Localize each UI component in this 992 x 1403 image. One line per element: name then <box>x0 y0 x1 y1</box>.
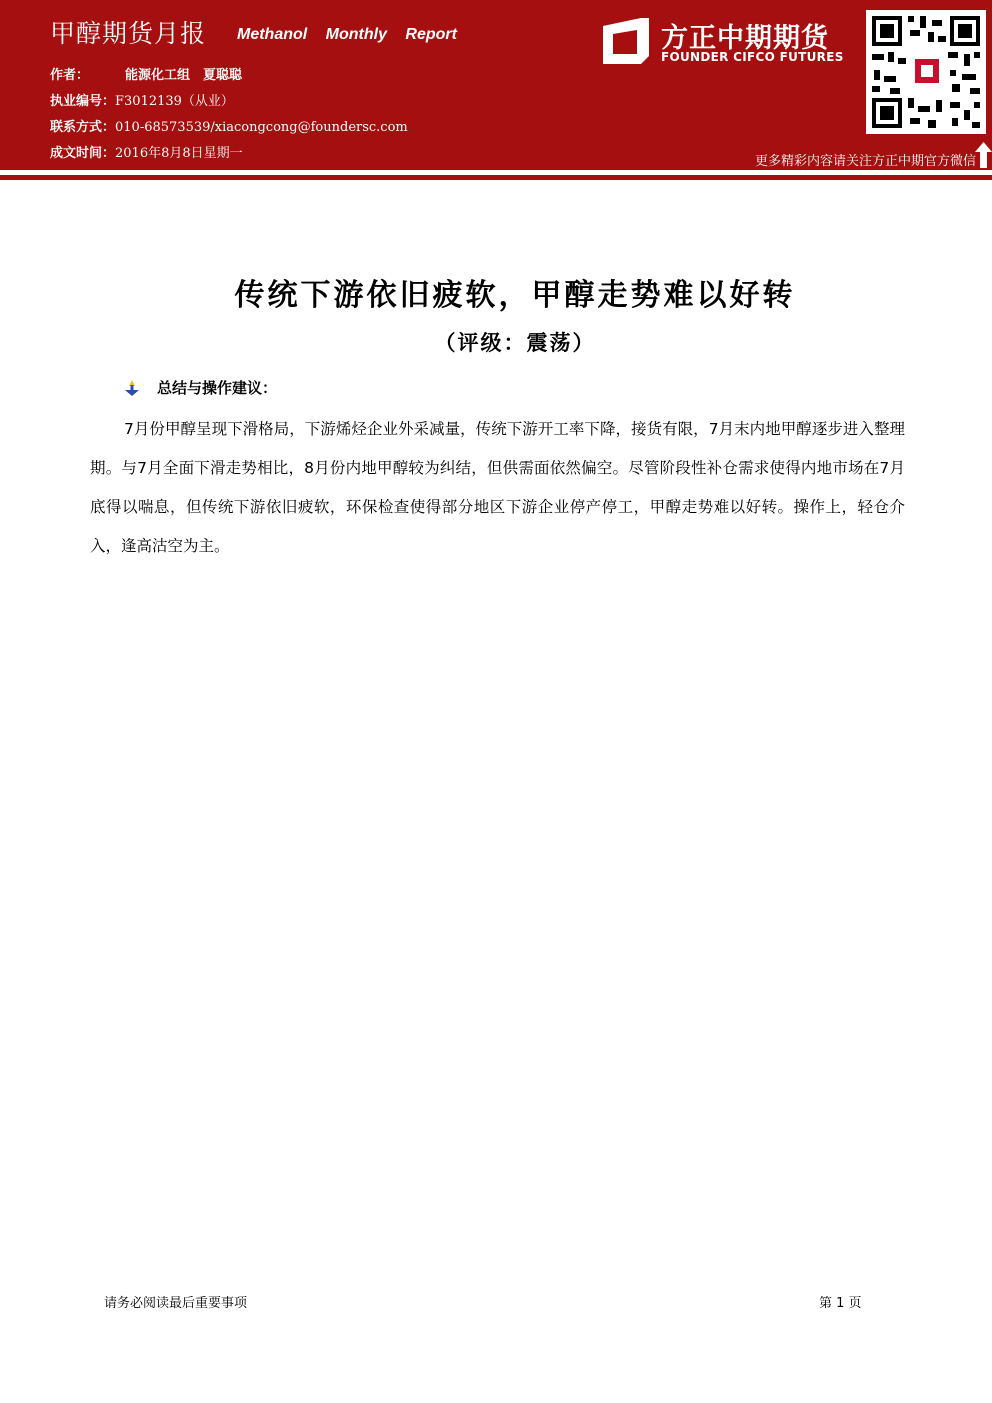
document-title: 传统下游依旧疲软，甲醇走势难以好转 <box>234 278 796 313</box>
license-value: F3012139（从业） <box>115 94 234 109</box>
bullet-arrow-icon <box>125 380 139 396</box>
date-label: 成文时间： <box>50 146 116 161</box>
logo-text-cn: 方正中期期货 <box>661 23 829 54</box>
header-divider <box>0 175 992 180</box>
logo-text-en: FOUNDER CIFCO FUTURES <box>661 50 844 64</box>
summary-paragraph: 7月份甲醇呈现下滑格局，下游烯烃企业外采减量，传统下游开工率下降，接货有限，7月末内地甲醇逐步进入整理期。与7月全面下滑走势相比，8月份内地甲醇较为纠结，但供需面依然偏空。尽管阶段性补仓需求使得内地市场在7月底得以喘息，但传统下游依旧疲软，环保检查使得部分地区下游企业停产停工，甲醇走势难以好转。操作上，轻仓介入，逢高沽空为主。 <box>90 420 905 555</box>
company-logo <box>603 16 861 70</box>
report-title-en: Methanol Monthly Report <box>237 26 457 43</box>
date-line <box>50 142 243 161</box>
up-arrow-icon <box>975 142 992 168</box>
contact-label: 联系方式： <box>50 120 116 135</box>
contact-value[interactable]: 010-68573539/xiacongcong@foundersc.com <box>115 120 408 135</box>
date-value: 2016年8月8日星期一 <box>115 146 243 161</box>
author-line <box>50 64 242 83</box>
qr-code-icon <box>866 10 986 134</box>
rating-label: （评级：震荡） <box>434 330 596 355</box>
author-label: 作者： <box>50 68 90 83</box>
section-heading <box>125 377 277 398</box>
founder-logo-icon <box>603 18 649 64</box>
footer-notice[interactable]: 请务必阅读最后重要事项 <box>104 1296 248 1311</box>
wechat-caption: 更多精彩内容请关注方正中期官方微信 <box>754 154 976 169</box>
section-heading-text: 总结与操作建议： <box>157 379 278 397</box>
report-title-cn: 甲醇期货月报 <box>50 19 207 48</box>
contact-line <box>50 116 408 135</box>
license-line <box>50 90 234 109</box>
page-number: 第 1 页 <box>819 1296 862 1311</box>
wechat-qr-code[interactable] <box>866 10 986 134</box>
license-label: 执业编号： <box>50 94 116 109</box>
author-value: 能源化工组 夏聪聪 <box>125 68 243 83</box>
